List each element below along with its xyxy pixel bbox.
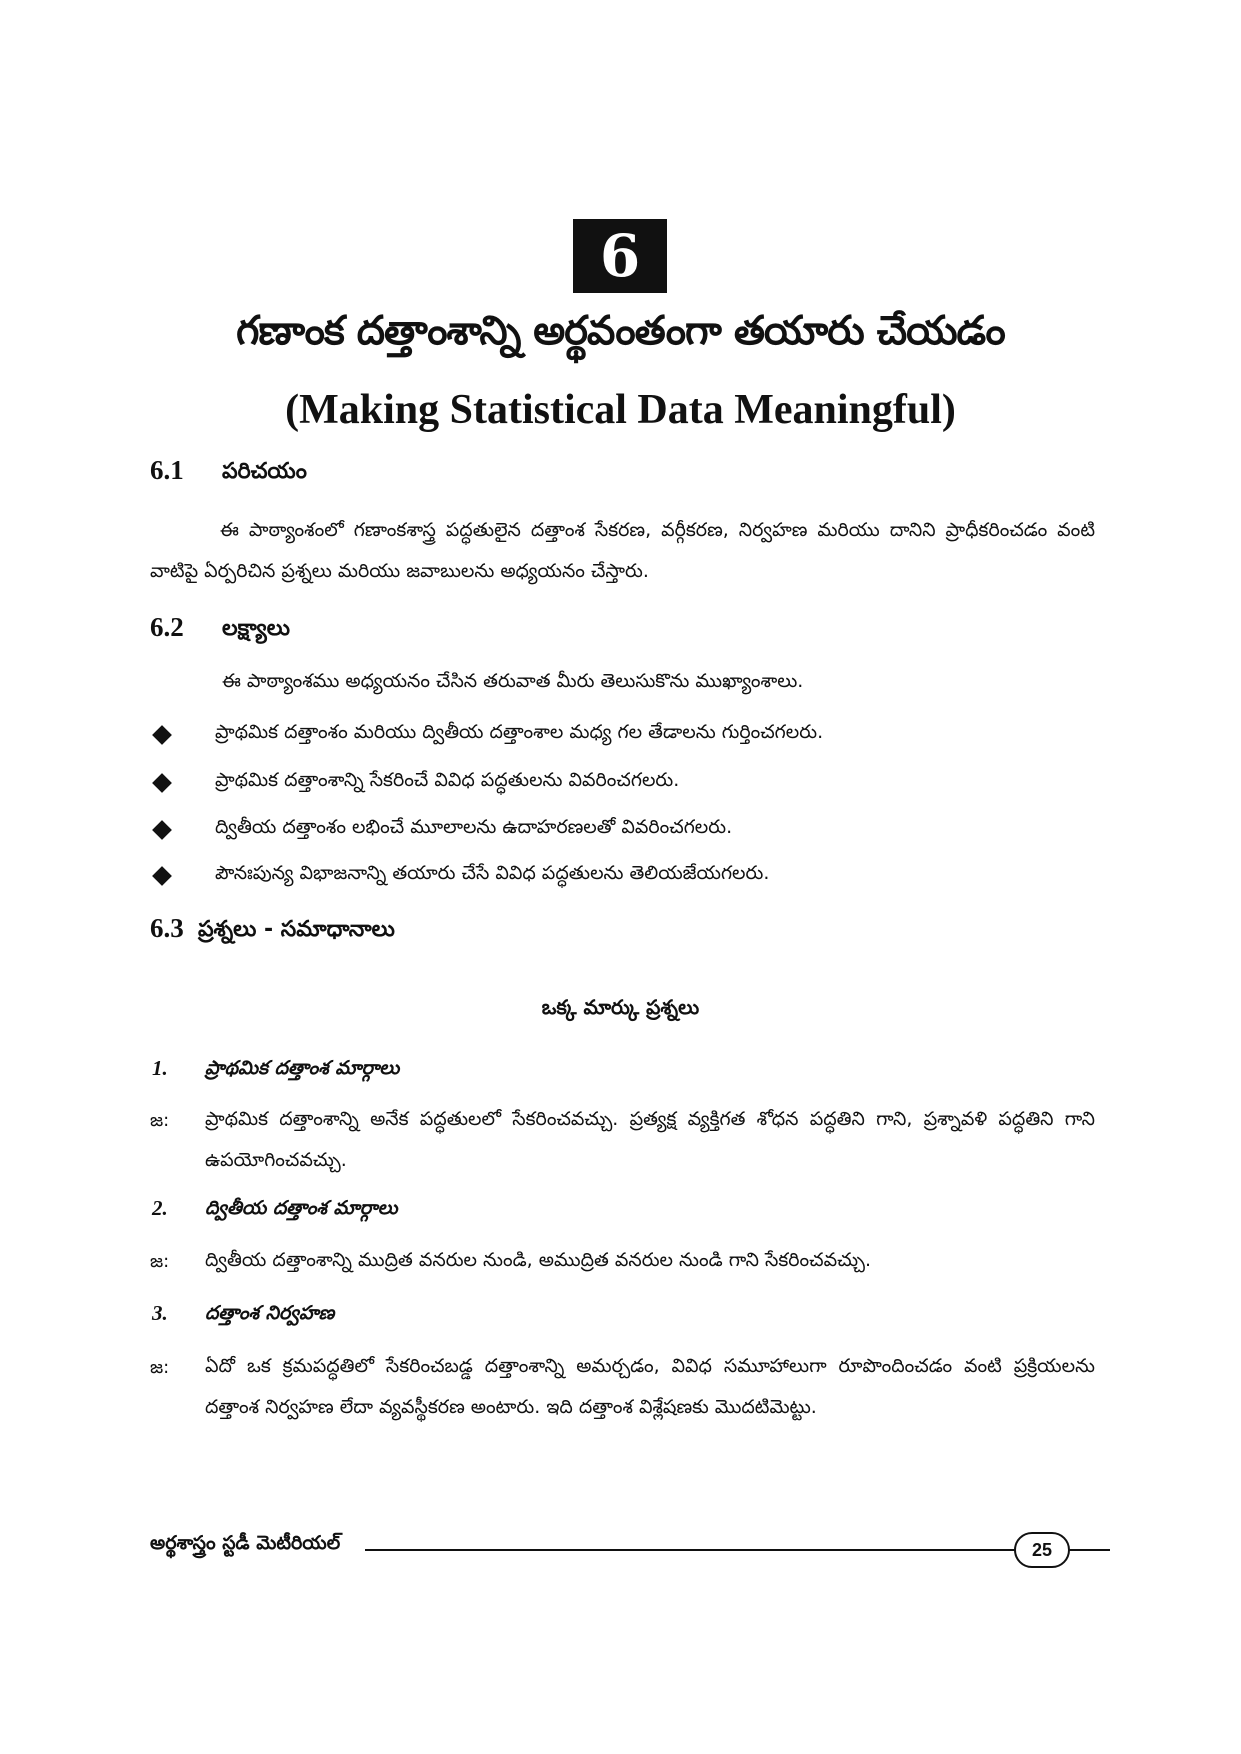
bullet-diamond-icon: [152, 725, 172, 745]
section-number-intro: 6.1: [150, 455, 184, 485]
objective-item: ప్రాథమిక దత్తాంశం మరియు ద్వితీయ దత్తాంశాల మధ్య గల తేడాలను గుర్తించగలరు.: [215, 721, 824, 743]
page-number-badge: 25: [1014, 1532, 1070, 1568]
objective-item: ప్రాథమిక దత్తాంశాన్ని సేకరించే వివిధ పద్ధతులను వివరించగలరు.: [215, 769, 680, 791]
answer-label: జ:: [150, 1110, 170, 1131]
answer-label: జ:: [150, 1357, 170, 1378]
objective-item: ద్వితీయ దత్తాంశం లభించే మూలాలను ఉదాహరణలతో వివరించగలరు.: [215, 816, 733, 838]
section-number-objectives: 6.2: [150, 612, 184, 642]
question-number: 1.: [152, 1056, 168, 1080]
footer-divider: [365, 1549, 1110, 1551]
bullet-diamond-icon: [152, 866, 172, 886]
answer-text: ఏదో ఒక క్రమపద్ధతిలో సేకరించబడ్డ దత్తాంశాన్ని అమర్చడం, వివిధ సమూహాలుగా రూపొందించడం వంటి ప్రక్రియలను దత్తాంశ నిర్వహణ లేదా వ్యవస్థీకరణ అంటారు. ఇది దత్తాంశ విశ్లేషణకు మొదటిమెట్టు.: [205, 1355, 1095, 1418]
objectives-lead: ఈ పాఠ్యాంశము అధ్యయనం చేసిన తరువాత మీరు తెలుసుకొను ముఖ్యాంశాలు.: [222, 670, 804, 692]
answer-text: ద్వితీయ దత్తాంశాన్ని ముద్రిత వనరుల నుండి, అముద్రిత వనరుల నుండి గాని సేకరించవచ్చు.: [205, 1249, 872, 1271]
question-number: 2.: [152, 1196, 168, 1220]
objective-item: పౌనఃపున్య విభాజనాన్ని తయారు చేసే వివిధ పద్ధతులను తెలియజేయగలరు.: [215, 862, 770, 884]
question-text: ద్వితీయ దత్తాంశ మార్గాలు: [205, 1197, 398, 1219]
section-number-qa: 6.3: [150, 913, 184, 943]
one-mark-questions-heading: ఒక్క మార్కు ప్రశ్నలు: [541, 995, 700, 1019]
section-title-intro: పరిచయం: [222, 459, 307, 484]
question-text: ప్రాథమిక దత్తాంశ మార్గాలు: [205, 1057, 400, 1079]
chapter-title-telugu: గణాంక దత్తాంశాన్ని అర్థవంతంగా తయారు చేయడం: [236, 308, 1005, 354]
bullet-diamond-icon: [152, 773, 172, 793]
answer-text: ప్రాథమిక దత్తాంశాన్ని అనేక పద్ధతులలో సేకరించవచ్చు. ప్రత్యక్ష వ్యక్తిగత శోధన పద్ధతిని గాని, ప్రశ్నావళి పద్ధతిని గాని ఉపయోగించవచ్చు.: [205, 1108, 1095, 1171]
chapter-number-badge: 6: [573, 219, 667, 293]
intro-paragraph: ఈ పాఠ్యాంశంలో గణాంకశాస్త్ర పద్ధతులైన దత్తాంశ సేకరణ, వర్గీకరణ, నిర్వహణ మరియు దానిని ప్రాధీకరించడం వంటి వాటిపై ఏర్పరిచిన ప్రశ్నలు మరియు జవాబులను అధ్యయనం చేస్తారు.: [150, 519, 1095, 582]
question-number: 3.: [152, 1301, 168, 1325]
section-title-objectives: లక్ష్యాలు: [222, 616, 290, 641]
footer-book-title: అర్థశాస్త్రం స్టడీ మెటీరియల్: [150, 1532, 341, 1554]
chapter-title-english: (Making Statistical Data Meaningful): [285, 387, 956, 433]
bullet-diamond-icon: [152, 820, 172, 840]
section-title-qa: ప్రశ్నలు - సమాధానాలు: [198, 917, 395, 942]
answer-label: జ:: [150, 1251, 170, 1272]
question-text: దత్తాంశ నిర్వహణ: [205, 1302, 335, 1324]
